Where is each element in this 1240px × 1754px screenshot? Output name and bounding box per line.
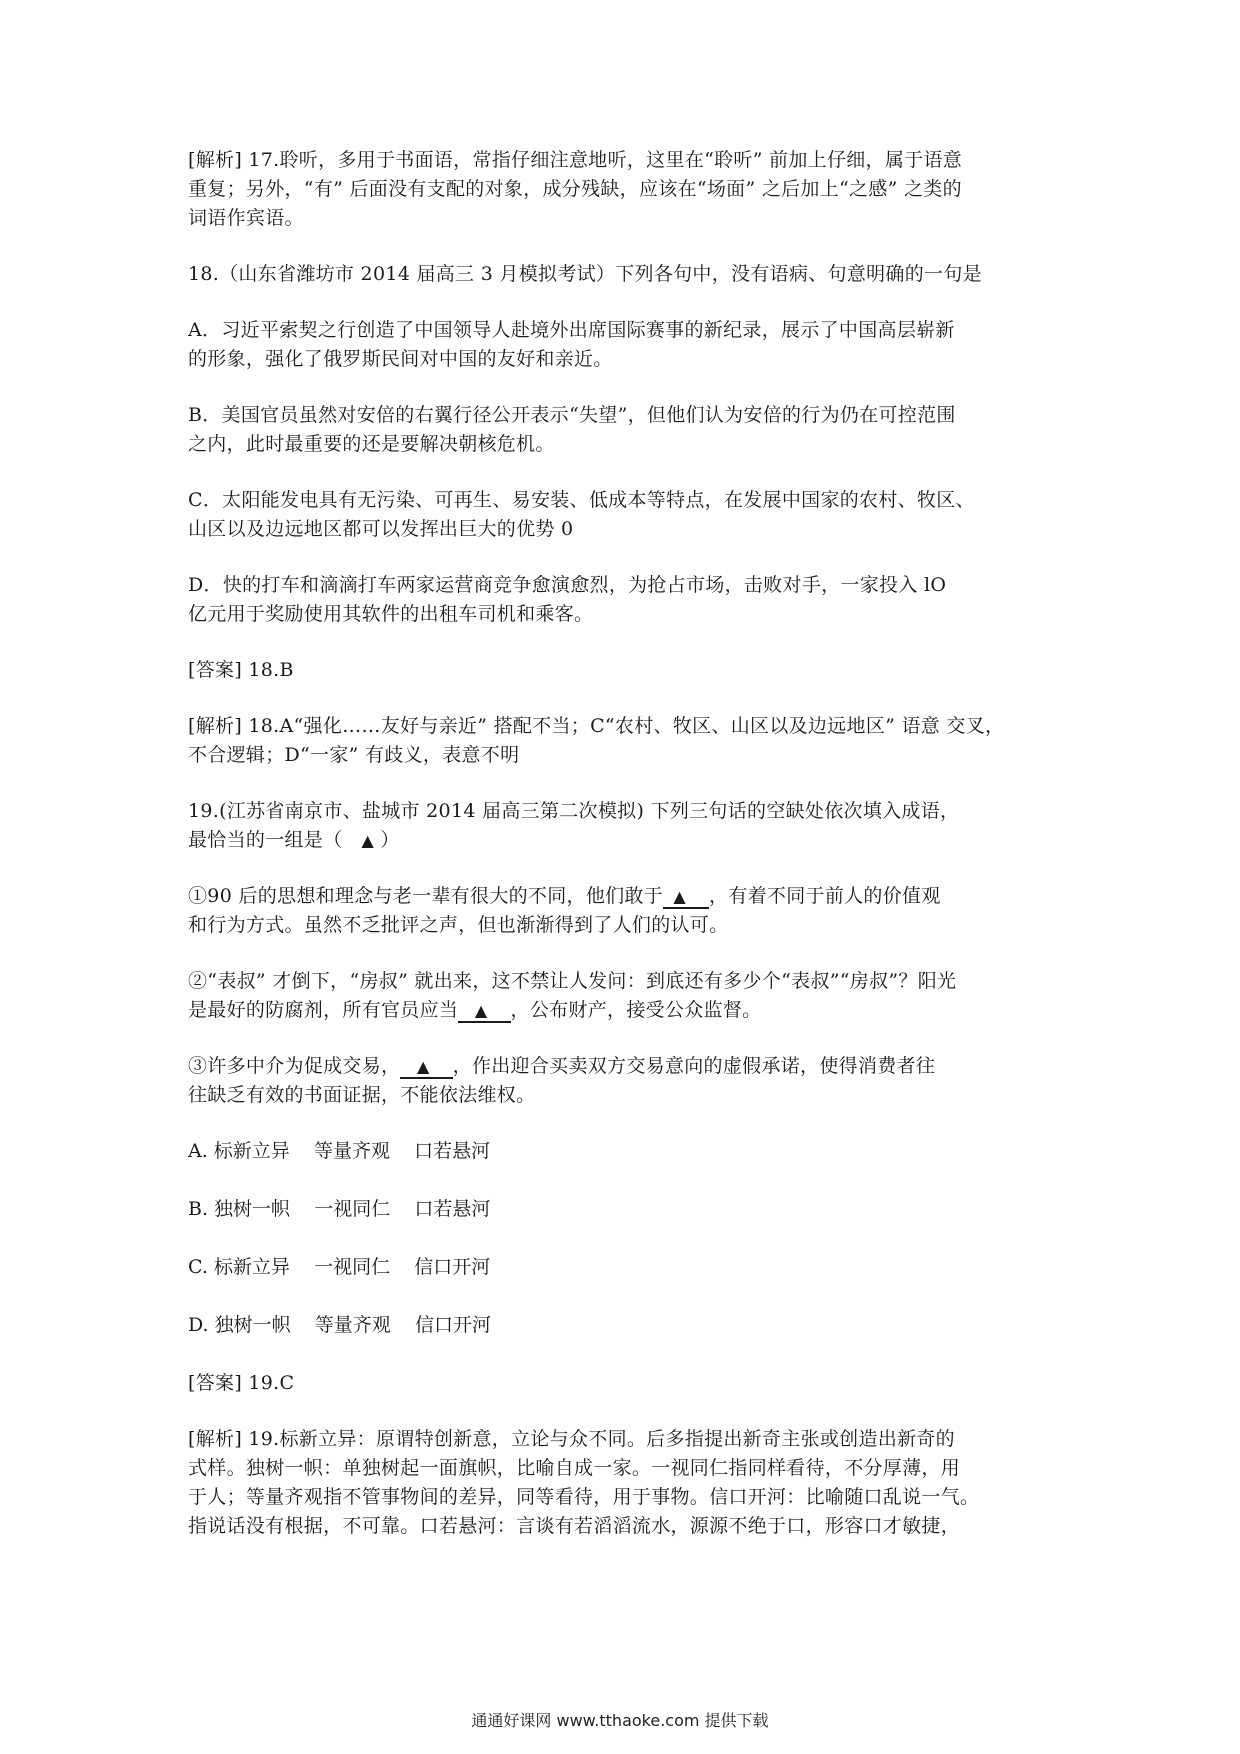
- sentence-2: [188, 967, 1068, 1025]
- analysis-19: [188, 1425, 1068, 1541]
- analysis-19-line-3: 于人；等量齐观指不管事物间的差异，同等看待，用于事物。信口开河：比喻随口乱说一气。: [188, 1486, 980, 1508]
- analysis-17: [188, 146, 1068, 233]
- option-b-line-1: B．美国官员虽然对安倍的右翼行径公开表示“失望”，但他们认为安倍的行为仍在可控范围: [188, 404, 956, 426]
- question-18-option-b: [188, 401, 1068, 459]
- analysis-19-line-4: 指说话没有根据，不可靠。口若悬河：言谈有若滔滔流水，源源不绝于口，形容口才敏捷，: [188, 1515, 961, 1537]
- question-18-option-c: [188, 486, 1068, 544]
- question-19-stem-line-2: [188, 826, 1068, 855]
- question-18-stem: [188, 260, 1068, 289]
- sentence-1-pre: ①90 后的思想和理念与老一辈有很大的不同，他们敢于: [188, 885, 664, 907]
- choice-c: C. 标新立异 一视同仁 信口开河: [188, 1256, 491, 1278]
- question-18-answer: [188, 656, 1068, 685]
- triangle-marker-icon: ▲: [673, 887, 686, 906]
- sentence-1-post: ，有着不同于前人的价值观: [709, 885, 941, 907]
- sentence-3: [188, 1052, 1068, 1110]
- stem-prefix: 最恰当的一组是（: [188, 829, 343, 851]
- answer-18-text: [答案] 18.B: [188, 659, 294, 681]
- document-page: [188, 146, 1068, 1568]
- sentence-2-pre: 是最好的防腐剂，所有官员应当: [188, 999, 459, 1021]
- analysis-18-line-2: 不合逻辑；D“一家” 有歧义，表意不明: [188, 744, 520, 766]
- option-b-line-2: 之内，此时最重要的还是要解决朝核危机。: [188, 433, 555, 455]
- answer-19-text: [答案] 19.C: [188, 1372, 295, 1394]
- sentence-1-blank: [663, 886, 709, 909]
- analysis-19-line-2: 式样。独树一帜：单独树起一面旗帜，比喻自成一家。一视同仁指同样看待，不分厚薄，用: [188, 1457, 961, 1479]
- sentence-3-blank: [400, 1056, 452, 1079]
- page-footer: 通通好课网 www.tthaoke.com 提供下载: [471, 1711, 769, 1730]
- sentence-1-line-1: [188, 882, 1068, 911]
- question-18-option-a: [188, 316, 1068, 374]
- triangle-marker-icon: ▲: [474, 1001, 488, 1020]
- stem-suffix: ）: [380, 829, 400, 851]
- triangle-marker-icon: ▲: [361, 831, 375, 850]
- option-d-line-2: 亿元用于奖励使用其软件的出租车司机和乘客。: [188, 603, 594, 625]
- sentence-2-post: ，公布财产，接受公众监督。: [510, 999, 762, 1021]
- option-a-line-1: A．习近平索契之行创造了中国领导人赴境外出席国际赛事的新纪录，展示了中国高层崭新: [188, 319, 955, 341]
- question-19-answer: [188, 1369, 1068, 1398]
- option-c-line-1: C．太阳能发电具有无污染、可再生、易安装、低成本等特点，在发展中国家的农村、牧区、: [188, 489, 975, 511]
- analysis-17-line-1: [解析] 17.聆听，多用于书面语，常指仔细注意地听，这里在“聆听” 前加上仔细，属于语意: [188, 149, 963, 171]
- sentence-3-line-2: 往缺乏有效的书面证据，不能依法维权。: [188, 1084, 536, 1106]
- analysis-18: [188, 712, 1068, 770]
- analysis-19-line-1: [解析] 19.标新立异：原谓特创新意，立论与众不同。后多指提出新奇主张或创造出新奇的: [188, 1428, 955, 1450]
- analysis-17-line-3: 词语作宾语。: [188, 207, 304, 229]
- sentence-3-post: ，作出迎合买卖双方交易意向的虚假承诺，使得消费者往: [452, 1055, 936, 1077]
- question-18-stem-text: 18.（山东省潍坊市 2014 届高三 3 月模拟考试）下列各句中，没有语病、句意明确的一句是: [188, 263, 982, 285]
- choice-a: A. 标新立异 等量齐观 口若悬河: [188, 1140, 491, 1162]
- analysis-18-line-1: [解析] 18.A“强化……友好与亲近” 搭配不当；C“农村、牧区、山区以及边远地区” 语意 交叉，: [188, 715, 1005, 737]
- sentence-2-blank: [458, 1000, 510, 1023]
- analysis-17-line-2: 重复；另外，“有” 后面没有支配的对象，成分残缺，应该在“场面” 之后加上“之感” 之类的: [188, 178, 962, 200]
- sentence-2-line-1: ②“表叔” 才倒下，“房叔” 就出来，这不禁让人发问：到底还有多少个“表叔”“房叔”？阳光: [188, 970, 957, 992]
- triangle-marker-icon: ▲: [417, 1057, 430, 1076]
- question-19-stem-line-1: 19.(江苏省南京市、盐城市 2014 届高三第二次模拟) 下列三句话的空缺处依次填入成语，: [188, 800, 960, 822]
- choice-d: D. 独树一帜 等量齐观 信口开河: [188, 1314, 491, 1336]
- option-d-line-1: D．快的打车和滴滴打车两家运营商竞争愈演愈烈，为抢占市场，击败对手，一家投入 lO: [188, 574, 947, 596]
- sentence-1: [188, 882, 1068, 940]
- question-18-option-d: [188, 571, 1068, 629]
- question-19-stem: [188, 797, 1068, 855]
- choice-b: B. 独树一帜 一视同仁 口若悬河: [188, 1198, 491, 1220]
- sentence-1-line-2: 和行为方式。虽然不乏批评之声，但也渐渐得到了人们的认可。: [188, 914, 729, 936]
- sentence-3-pre: ③许多中介为促成交易，: [188, 1055, 401, 1077]
- option-a-line-2: 的形象，强化了俄罗斯民间对中国的友好和亲近。: [188, 348, 613, 370]
- sentence-2-line-2: [188, 996, 1068, 1025]
- option-c-line-2: 山区以及边远地区都可以发挥出巨大的优势 0: [188, 518, 574, 540]
- sentence-3-line-1: [188, 1052, 1068, 1081]
